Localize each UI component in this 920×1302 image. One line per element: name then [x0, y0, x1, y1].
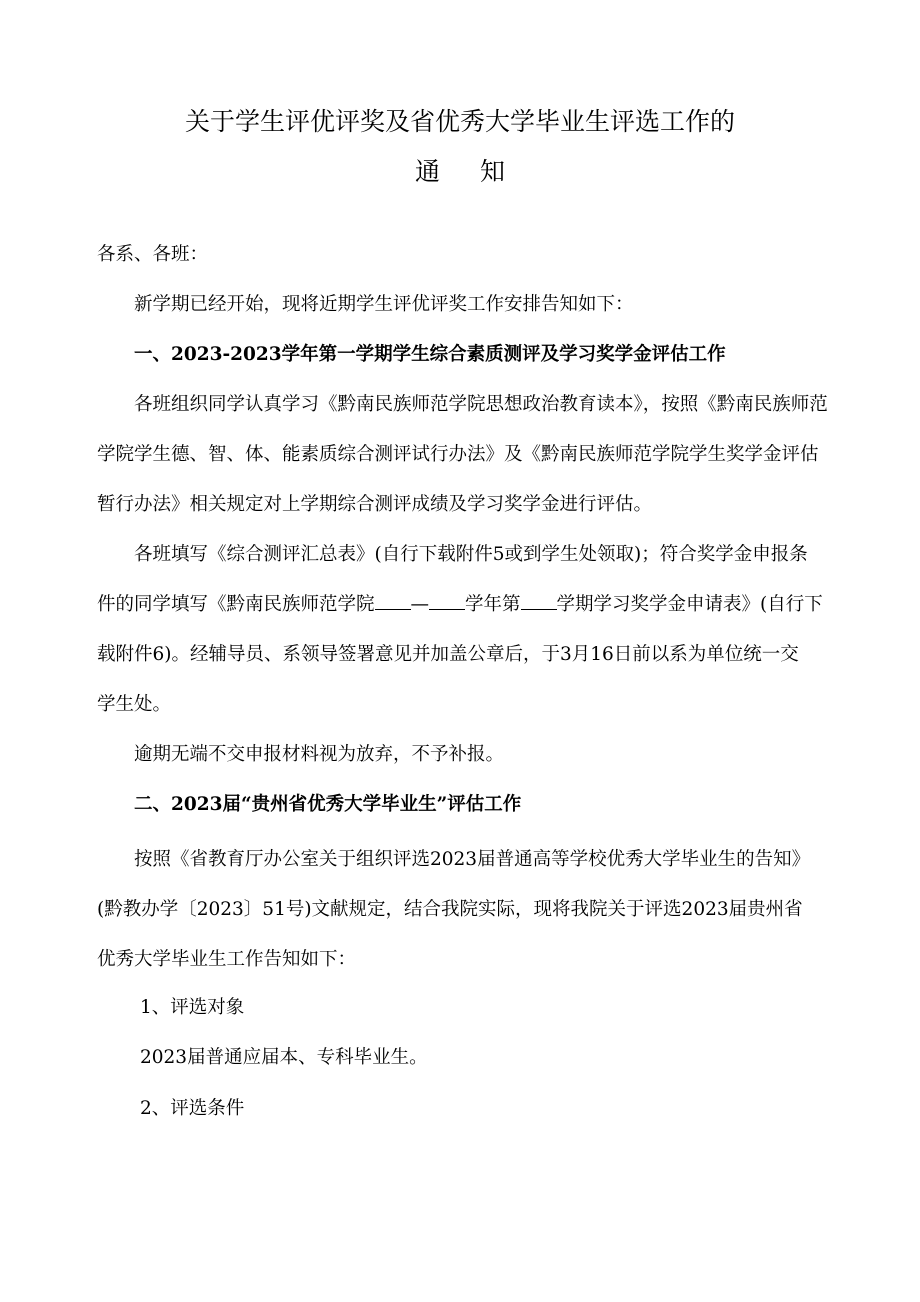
para2-text-c: 学年第 [465, 594, 521, 615]
blank-year-end [429, 593, 465, 610]
section1-para2-line2 [97, 593, 823, 617]
salutation: 各系、各班： [97, 244, 209, 265]
section1-heading: 一、2023-2023学年第一学期学生综合素质测评及学习奖学金评估工作 [134, 344, 726, 365]
blank-semester [521, 593, 557, 610]
section2-para1-line2: (黔教办学〔2023〕51号)文献规定，结合我院实际，现将我院关于评选2023届贵州省 [97, 899, 803, 920]
section1-para2-line4: 学生处。 [97, 694, 172, 715]
para2-text-b: — [410, 594, 430, 615]
para2-text-a: 件的同学填写《黔南民族师范学院 [97, 594, 375, 615]
section2-para1-line1: 按照《省教育厅办公室关于组织评选2023届普通高等学校优秀大学毕业生的告知》 [134, 849, 811, 870]
intro-paragraph: 新学期已经开始，现将近期学生评优评奖工作安排告知如下： [134, 294, 634, 315]
item1-text: 2023届普通应届本、专科毕业生。 [140, 1047, 428, 1068]
section1-para3: 逾期无端不交申报材料视为放弃，不予补报。 [134, 744, 505, 765]
document-title: 关于学生评优评奖及省优秀大学毕业生评选工作的 [184, 107, 735, 136]
section1-para2-line3: 载附件6)。经辅导员、系领导签署意见并加盖公章后，于3月16日前以系为单位统一交 [97, 644, 799, 665]
section2-para1-line3: 优秀大学毕业生工作告知如下： [97, 949, 357, 970]
section1-para1-line1: 各班组织同学认真学习《黔南民族师范学院思想政治教育读本》，按照《黔南民族师范 [134, 394, 828, 415]
blank-year-start [375, 593, 411, 610]
section1-para1-line3: 暂行办法》相关规定对上学期综合测评成绩及学习奖学金进行评估。 [97, 494, 653, 515]
section1-para1-line2: 学院学生德、智、体、能素质综合测评试行办法》及《黔南民族师范学院学生奖学金评估 [97, 444, 819, 465]
item1-title: 1、评选对象 [140, 997, 245, 1018]
item2-title: 2、评选条件 [140, 1098, 245, 1119]
section2-heading: 二、2023届“贵州省优秀大学毕业生”评估工作 [134, 794, 522, 815]
para2-text-d: 学期学习奖学金申请表》(自行下 [556, 594, 823, 615]
document-title-notice: 通知 [414, 157, 545, 186]
section1-para2-line1: 各班填写《综合测评汇总表》(自行下载附件5或到学生处领取)；符合奖学金申报条 [134, 544, 808, 565]
